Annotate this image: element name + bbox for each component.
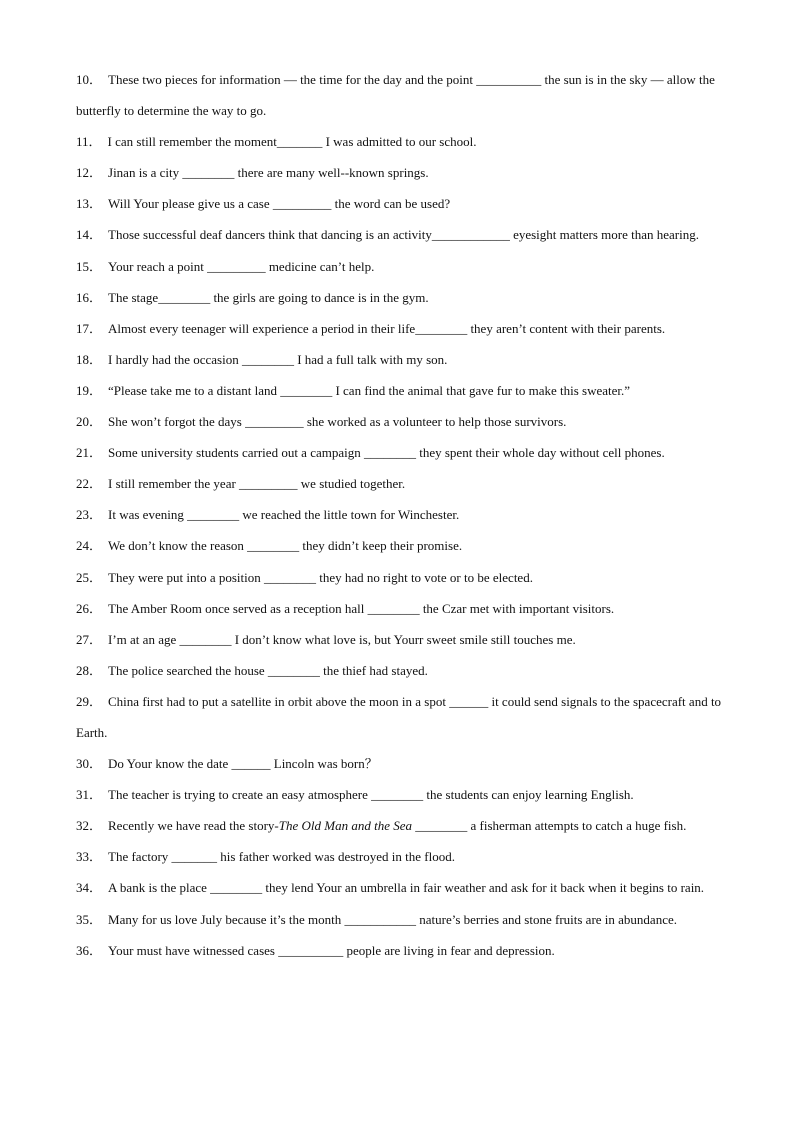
question-item bbox=[76, 406, 726, 437]
question-text: Almost every teenager will experience a period in their life________ they aren’t content with their parents. bbox=[108, 320, 666, 336]
question-number: 29． bbox=[76, 693, 103, 709]
question-number: 10． bbox=[76, 72, 103, 87]
question-text: Your reach a point _________ medicine can’t help. bbox=[108, 258, 375, 274]
question-text: “Please take me to a distant land ________ I can find the animal that gave fur to make this sweater.” bbox=[108, 382, 631, 398]
question-text: I hardly had the occasion ________ I had a full talk with my son. bbox=[108, 351, 448, 367]
question-number: 16． bbox=[76, 289, 103, 305]
question-number: 21． bbox=[76, 445, 103, 461]
question-text: The teacher is trying to create an easy atmosphere ________ the students can enjoy learning English. bbox=[108, 787, 634, 803]
question-text: Those successful deaf dancers think that dancing is an activity____________ eyesight matters more than hearing. bbox=[108, 227, 699, 243]
question-number: 26． bbox=[76, 600, 103, 616]
question-item bbox=[76, 375, 726, 406]
question-number: 19． bbox=[76, 382, 103, 398]
question-text: The factory _______ his father worked was destroyed in the flood. bbox=[108, 849, 455, 865]
question-item bbox=[76, 841, 726, 872]
question-number: 18． bbox=[76, 351, 103, 367]
question-number: 30． bbox=[76, 756, 103, 772]
question-number: 35． bbox=[76, 911, 103, 927]
question-item bbox=[76, 219, 726, 250]
question-item bbox=[76, 935, 726, 966]
question-item bbox=[76, 313, 726, 344]
question-number: 36． bbox=[76, 942, 103, 958]
question-number: 31． bbox=[76, 787, 103, 803]
question-number: 23． bbox=[76, 507, 103, 523]
question-item bbox=[76, 530, 726, 561]
question-text: The police searched the house ________ the thief had stayed. bbox=[108, 662, 428, 678]
question-text: I can still remember the moment_______ I was admitted to our school. bbox=[107, 134, 477, 150]
question-text: They were put into a position ________ they had no right to vote or to be elected. bbox=[108, 569, 533, 585]
question-item bbox=[76, 126, 726, 157]
question-number: 34． bbox=[76, 880, 103, 896]
question-text: Jinan is a city ________ there are many well--known springs. bbox=[108, 165, 429, 181]
question-item bbox=[76, 872, 726, 903]
question-item bbox=[76, 499, 726, 530]
question-text: She won’t forgot the days _________ she worked as a volunteer to help those survivors. bbox=[108, 414, 567, 430]
question-item bbox=[76, 779, 726, 810]
question-number: 11． bbox=[76, 134, 102, 150]
question-text: A bank is the place ________ they lend Your an umbrella in fair weather and ask for it back when it begins to rain. bbox=[108, 880, 705, 896]
question-text: It was evening ________ we reached the little town for Winchester. bbox=[108, 507, 460, 523]
question-text: Many for us love July because it’s the month ___________ nature’s berries and stone fruits are in abundance. bbox=[108, 911, 677, 927]
question-item bbox=[76, 282, 726, 313]
question-text: Your must have witnessed cases __________ people are living in fear and depression. bbox=[108, 942, 555, 958]
question-text: I still remember the year _________ we studied together. bbox=[108, 476, 406, 492]
question-number: 27． bbox=[76, 631, 103, 647]
question-number: 20． bbox=[76, 414, 103, 430]
question-text: The stage________ the girls are going to dance is in the gym. bbox=[108, 289, 429, 305]
question-text: China first had to put a satellite in orbit above the moon in a spot ______ it could send signals to the spacecraft and to Earth. bbox=[76, 693, 722, 740]
question-text: Do Your know the date ______ Lincoln was born？ bbox=[108, 756, 378, 772]
question-text-before: Recently we have read the story- bbox=[108, 818, 279, 834]
question-item bbox=[76, 562, 726, 593]
question-item bbox=[76, 904, 726, 935]
question-item bbox=[76, 157, 726, 188]
question-list bbox=[76, 64, 726, 966]
question-text: These two pieces for information — the time for the day and the point __________ the sun is in the sky — allow the butterfly to determine the way to go. bbox=[76, 72, 715, 119]
question-item bbox=[76, 344, 726, 375]
question-item bbox=[76, 810, 726, 841]
question-item bbox=[76, 748, 726, 779]
question-item bbox=[76, 686, 726, 748]
question-number: 22． bbox=[76, 476, 103, 492]
question-item bbox=[76, 468, 726, 499]
question-item bbox=[76, 655, 726, 686]
story-title: The Old Man and the Sea bbox=[278, 818, 412, 834]
question-item bbox=[76, 593, 726, 624]
question-text: Will Your please give us a case _________ the word can be used? bbox=[108, 196, 451, 212]
question-item bbox=[76, 437, 726, 468]
question-item bbox=[76, 624, 726, 655]
question-number: 15． bbox=[76, 258, 103, 274]
question-number: 14． bbox=[76, 227, 103, 243]
question-number: 28． bbox=[76, 662, 103, 678]
question-item bbox=[76, 251, 726, 282]
question-text: I’m at an age ________ I don’t know what love is, but Yourr sweet smile still touches me. bbox=[108, 631, 576, 647]
question-text-after: ________ a fisherman attempts to catch a huge fish. bbox=[411, 818, 687, 834]
question-number: 33． bbox=[76, 849, 103, 865]
question-number: 24． bbox=[76, 538, 103, 554]
question-number: 13． bbox=[76, 196, 103, 212]
question-item bbox=[76, 188, 726, 219]
question-text: The Amber Room once served as a reception hall ________ the Czar met with important visitors. bbox=[108, 600, 615, 616]
question-text: We don’t know the reason ________ they didn’t keep their promise. bbox=[108, 538, 463, 554]
question-number: 32． bbox=[76, 818, 103, 834]
question-number: 12． bbox=[76, 165, 103, 181]
question-text: Some university students carried out a campaign ________ they spent their whole day without cell phones. bbox=[108, 445, 665, 461]
question-item bbox=[76, 64, 726, 126]
question-number: 17． bbox=[76, 320, 103, 336]
question-number: 25． bbox=[76, 569, 103, 585]
